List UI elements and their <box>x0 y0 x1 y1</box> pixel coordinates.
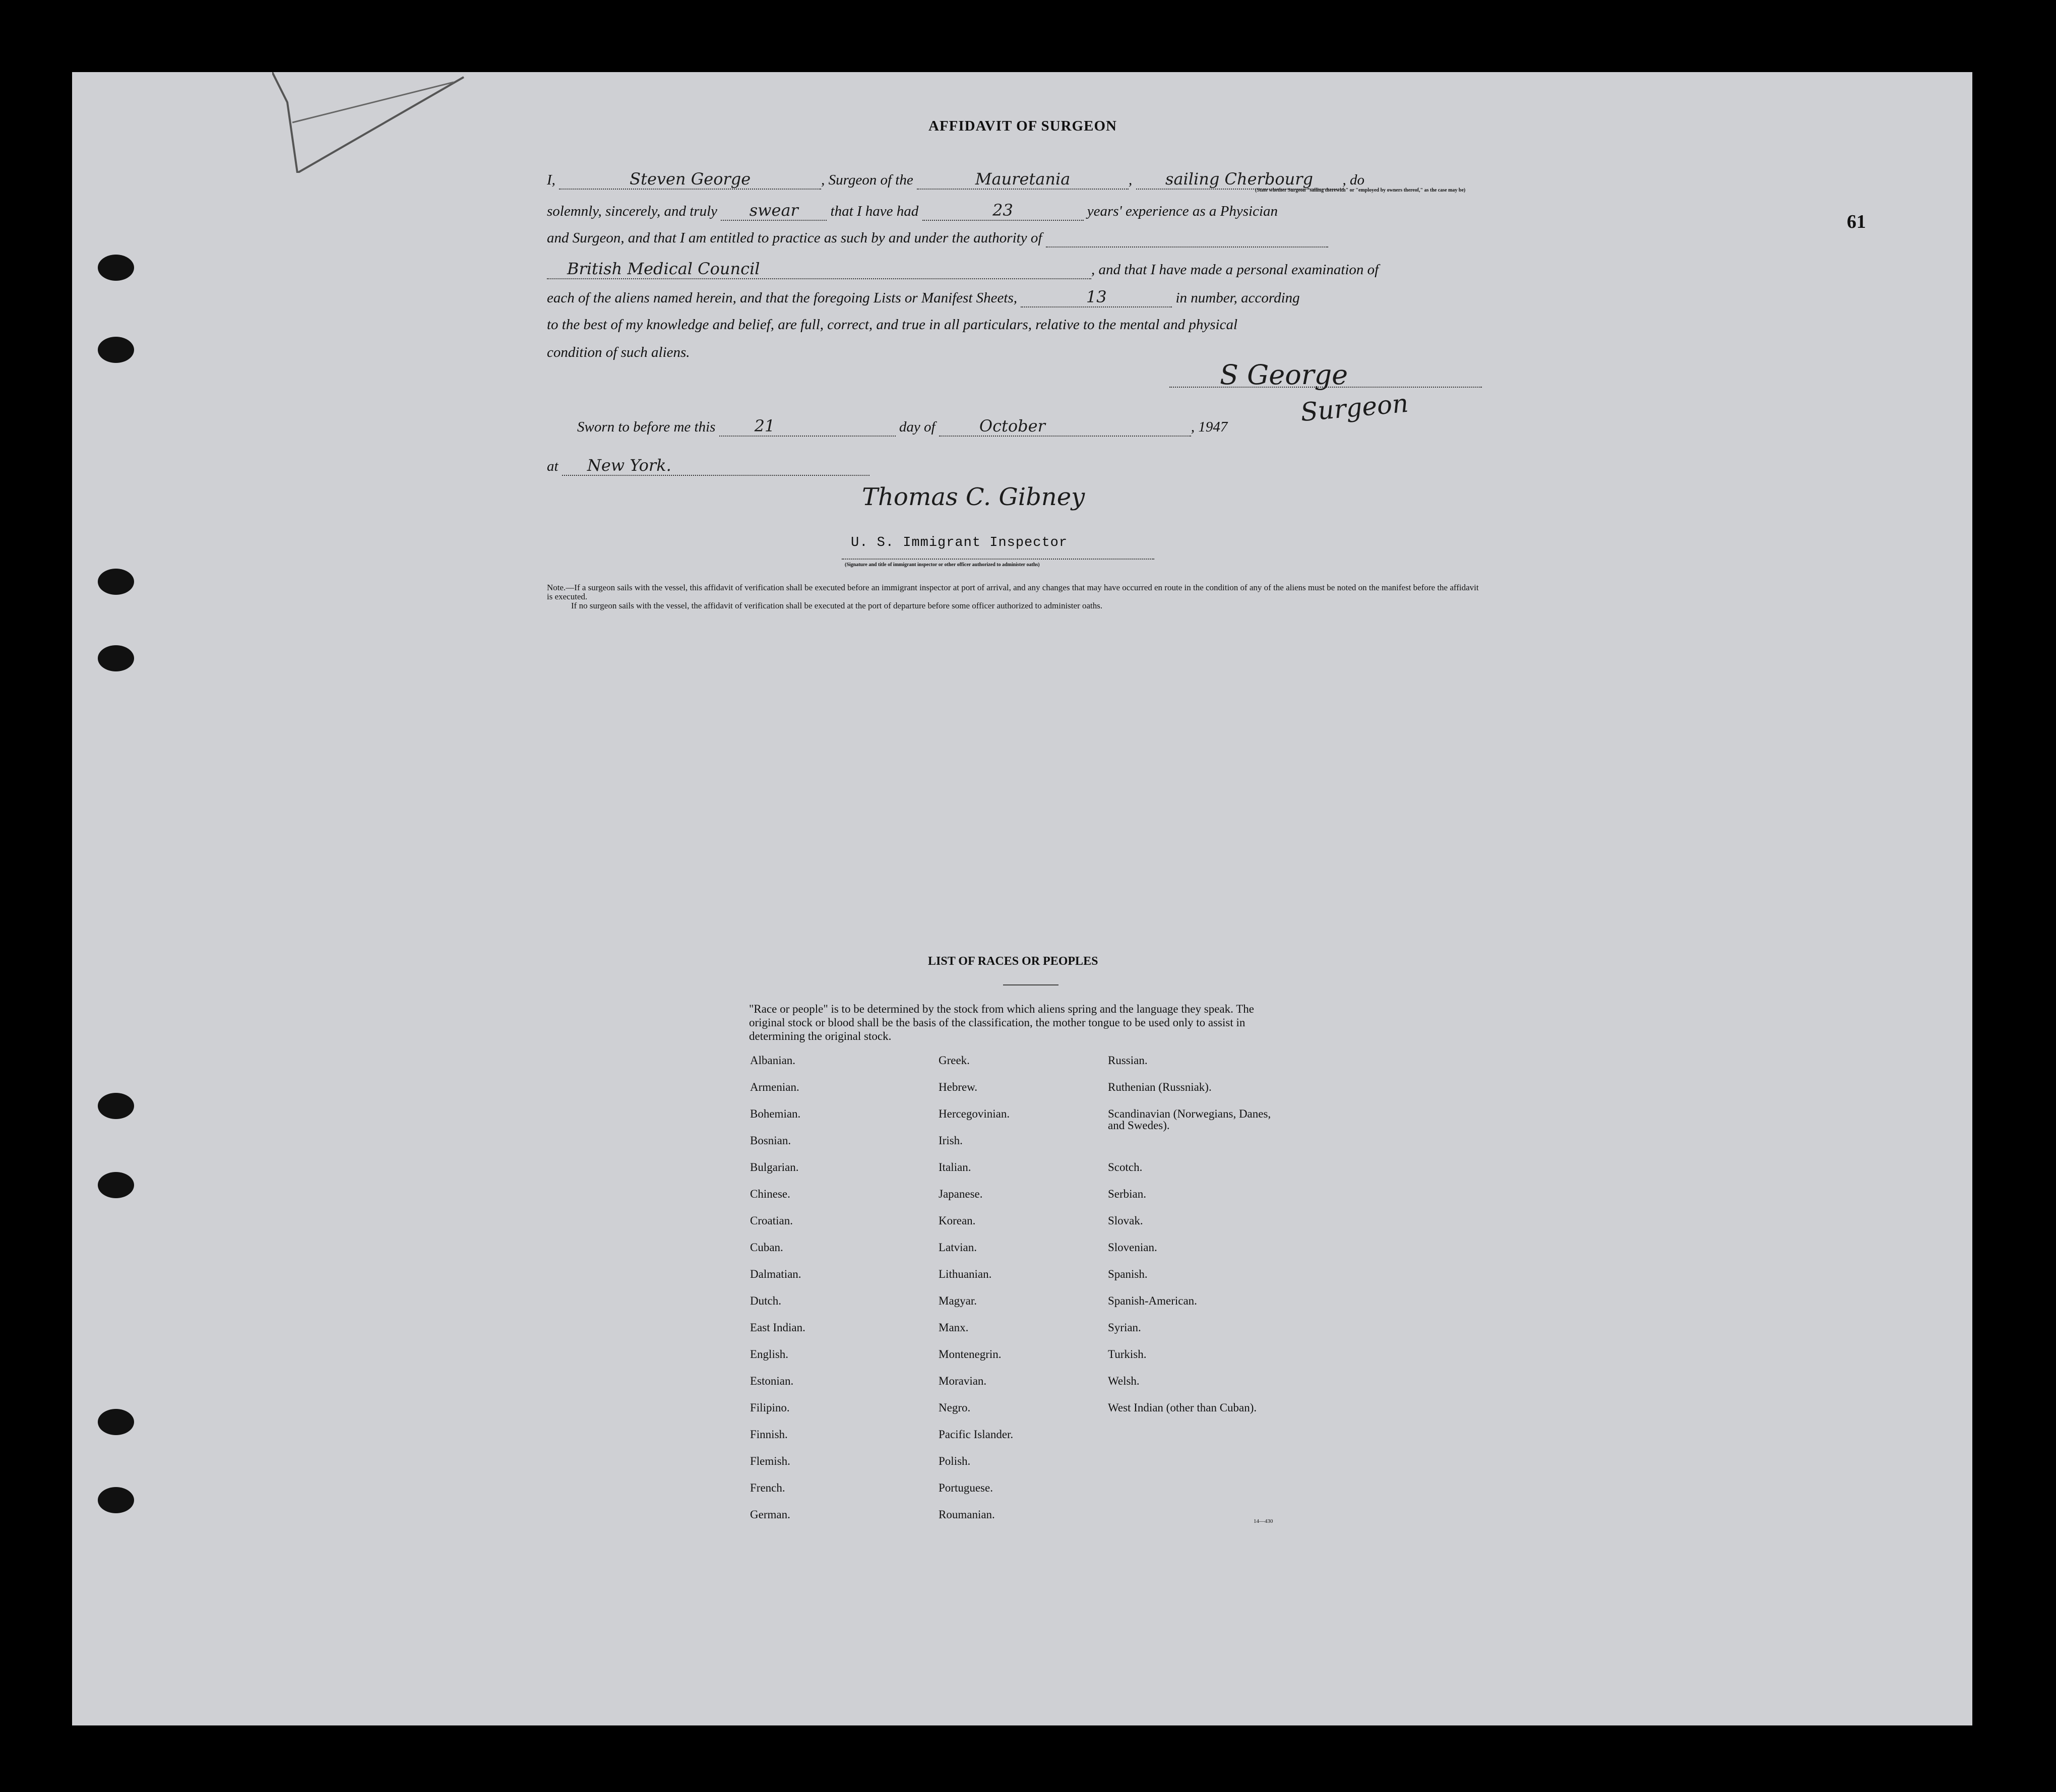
race-item: East Indian. <box>750 1321 805 1334</box>
race-item: Montenegrin. <box>939 1348 1002 1361</box>
race-item: Ruthenian (Russniak). <box>1108 1081 1212 1093</box>
inspector-signature: Thomas C. Gibney <box>862 483 1085 511</box>
race-item: Slovak. <box>1108 1214 1143 1227</box>
race-item: Korean. <box>939 1214 976 1227</box>
text: years' experience as a Physician <box>1087 203 1278 219</box>
punch-hole <box>98 1172 134 1198</box>
affidavit-line-6: to the best of my knowledge and belief, are full, correct, and true in all particulars, relative to the mental and physical <box>547 317 1238 333</box>
race-item: Portuguese. <box>939 1481 993 1494</box>
races-title: LIST OF RACES OR PEOPLES <box>928 955 1098 968</box>
text: Sworn to before me this <box>577 419 716 435</box>
text: I, <box>547 172 555 188</box>
ship-name-field: Mauretania <box>917 169 1129 190</box>
race-item: Hebrew. <box>939 1081 978 1093</box>
race-item: Finnish. <box>750 1428 788 1441</box>
race-item: Greek. <box>939 1054 970 1067</box>
surgeon-signature: S George <box>1220 359 1348 391</box>
at-line <box>547 456 869 476</box>
text: and Surgeon, and that I am entitled to practice as such by and under the authority of <box>547 230 1042 246</box>
race-item: German. <box>750 1508 790 1521</box>
race-item: Polish. <box>939 1455 971 1467</box>
years-field: 23 <box>922 201 1084 221</box>
signature-line <box>1169 387 1482 388</box>
blank-line <box>1046 230 1328 248</box>
race-item: Bosnian. <box>750 1134 791 1147</box>
race-item: Turkish. <box>1108 1348 1147 1361</box>
text: , <box>1129 172 1133 188</box>
text: at <box>547 458 558 474</box>
race-item: Hercegovinian. <box>939 1107 1010 1120</box>
race-item: Irish. <box>939 1134 963 1147</box>
race-item: Bohemian. <box>750 1107 801 1120</box>
race-item: Manx. <box>939 1321 969 1334</box>
sworn-line <box>577 416 1227 437</box>
race-item: Negro. <box>939 1401 971 1414</box>
race-item: Estonian. <box>750 1375 794 1387</box>
affidavit-line-4 <box>547 259 1379 279</box>
race-item: Scandinavian (Norwegians, Danes, and Swedes). <box>1108 1107 1271 1132</box>
race-item: Italian. <box>939 1161 971 1173</box>
inspector-caption: (Signature and title of immigrant inspector or other officer authorized to administer oaths) <box>845 562 1040 568</box>
surgeon-word: Surgeon <box>1299 388 1410 427</box>
authority-field: British Medical Council <box>547 259 1091 279</box>
punch-hole <box>98 1093 134 1119</box>
inspector-title: U. S. Immigrant Inspector <box>851 535 1068 550</box>
race-item: Armenian. <box>750 1081 799 1093</box>
text: , Surgeon of the <box>821 172 913 188</box>
month-field: October <box>939 416 1191 437</box>
place-field: New York. <box>562 456 869 476</box>
race-item: Latvian. <box>939 1241 977 1254</box>
inspector-line <box>842 559 1154 560</box>
race-item: Roumanian. <box>939 1508 995 1521</box>
text: , and that I have made a personal examination of <box>1091 262 1379 278</box>
punch-hole <box>98 645 134 671</box>
races-intro: "Race or people" is to be determined by the stock from which aliens spring and the language they speak. The original stock or blood shall be the basis of the classification, the mother tongue to be used only to assist in determining the original stock. <box>749 1003 1254 1042</box>
title-underline <box>1003 984 1058 985</box>
race-item: Syrian. <box>1108 1321 1141 1334</box>
punch-hole <box>98 1487 134 1513</box>
race-item: Filipino. <box>750 1401 790 1414</box>
race-item: Croatian. <box>750 1214 793 1227</box>
race-item: Dalmatian. <box>750 1268 801 1280</box>
text: , do <box>1342 172 1364 188</box>
race-item: Cuban. <box>750 1241 783 1254</box>
race-item: Spanish-American. <box>1108 1294 1197 1307</box>
race-item: Spanish. <box>1108 1268 1148 1280</box>
race-item: Bulgarian. <box>750 1161 799 1173</box>
race-item: Scotch. <box>1108 1161 1143 1173</box>
form-number: 14—430 <box>1254 1518 1273 1524</box>
race-item: Flemish. <box>750 1455 790 1467</box>
race-item: Japanese. <box>939 1188 983 1200</box>
sailing-note: (State whether Surgeon "sailing therewith" or "employed by owners thereof," as the case may be) <box>1255 188 1466 193</box>
note-paragraph-1: Note.—If a surgeon sails with the vessel, this affidavit of verification shall be executed before an immigrant inspector at port of arrival, and any changes that may have occurred en route in the condition of any of the aliens must be noted on the manifest before the affidavit is executed. <box>547 583 1479 601</box>
punch-hole <box>98 337 134 363</box>
surgeon-name-field: Steven George <box>559 169 821 190</box>
text: day of <box>899 419 936 435</box>
page-number: 61 <box>1847 211 1866 232</box>
affidavit-line-5 <box>547 287 1300 307</box>
text: in number, according <box>1175 290 1300 306</box>
race-item: Slovenian. <box>1108 1241 1157 1254</box>
race-item: Moravian. <box>939 1375 987 1387</box>
race-item: Pacific Islander. <box>939 1428 1014 1441</box>
race-item: West Indian (other than Cuban). <box>1108 1401 1257 1414</box>
text: that I have had <box>830 203 919 219</box>
text: solemnly, sincerely, and truly <box>547 203 718 219</box>
punch-hole <box>98 569 134 595</box>
race-item: Serbian. <box>1108 1188 1147 1200</box>
race-item: Dutch. <box>750 1294 781 1307</box>
text: each of the aliens named herein, and that the foregoing Lists or Manifest Sheets, <box>547 290 1017 306</box>
race-item: Russian. <box>1108 1054 1148 1067</box>
sailing-field: sailing Cherbourg <box>1136 169 1343 190</box>
race-item: English. <box>750 1348 789 1361</box>
affidavit-line-3 <box>547 230 1328 248</box>
oath-field: swear <box>721 201 827 221</box>
race-item: Magyar. <box>939 1294 977 1307</box>
note-paragraph-2: If no surgeon sails with the vessel, the affidavit of verification shall be executed at the port of departure before some officer authorized to administer oaths. <box>571 601 1103 610</box>
day-field: 21 <box>719 416 896 437</box>
affidavit-note <box>547 583 1484 610</box>
affidavit-line-2 <box>547 201 1278 221</box>
affidavit-title: AFFIDAVIT OF SURGEON <box>928 118 1117 134</box>
sheets-field: 13 <box>1021 287 1172 307</box>
torn-corner-mark <box>272 72 484 173</box>
affidavit-line-7: condition of such aliens. <box>547 344 690 360</box>
races-column-2 <box>939 1055 1013 1535</box>
race-item: Lithuanian. <box>939 1268 992 1280</box>
race-item: Welsh. <box>1108 1375 1140 1387</box>
race-item: French. <box>750 1481 785 1494</box>
punch-hole <box>98 255 134 281</box>
races-column-1 <box>750 1055 805 1535</box>
affidavit-line-1 <box>547 169 1364 190</box>
races-column-3 <box>1108 1055 1289 1447</box>
race-item: Albanian. <box>750 1054 796 1067</box>
text: , 1947 <box>1191 419 1228 435</box>
race-item: Chinese. <box>750 1188 790 1200</box>
punch-hole <box>98 1409 134 1435</box>
